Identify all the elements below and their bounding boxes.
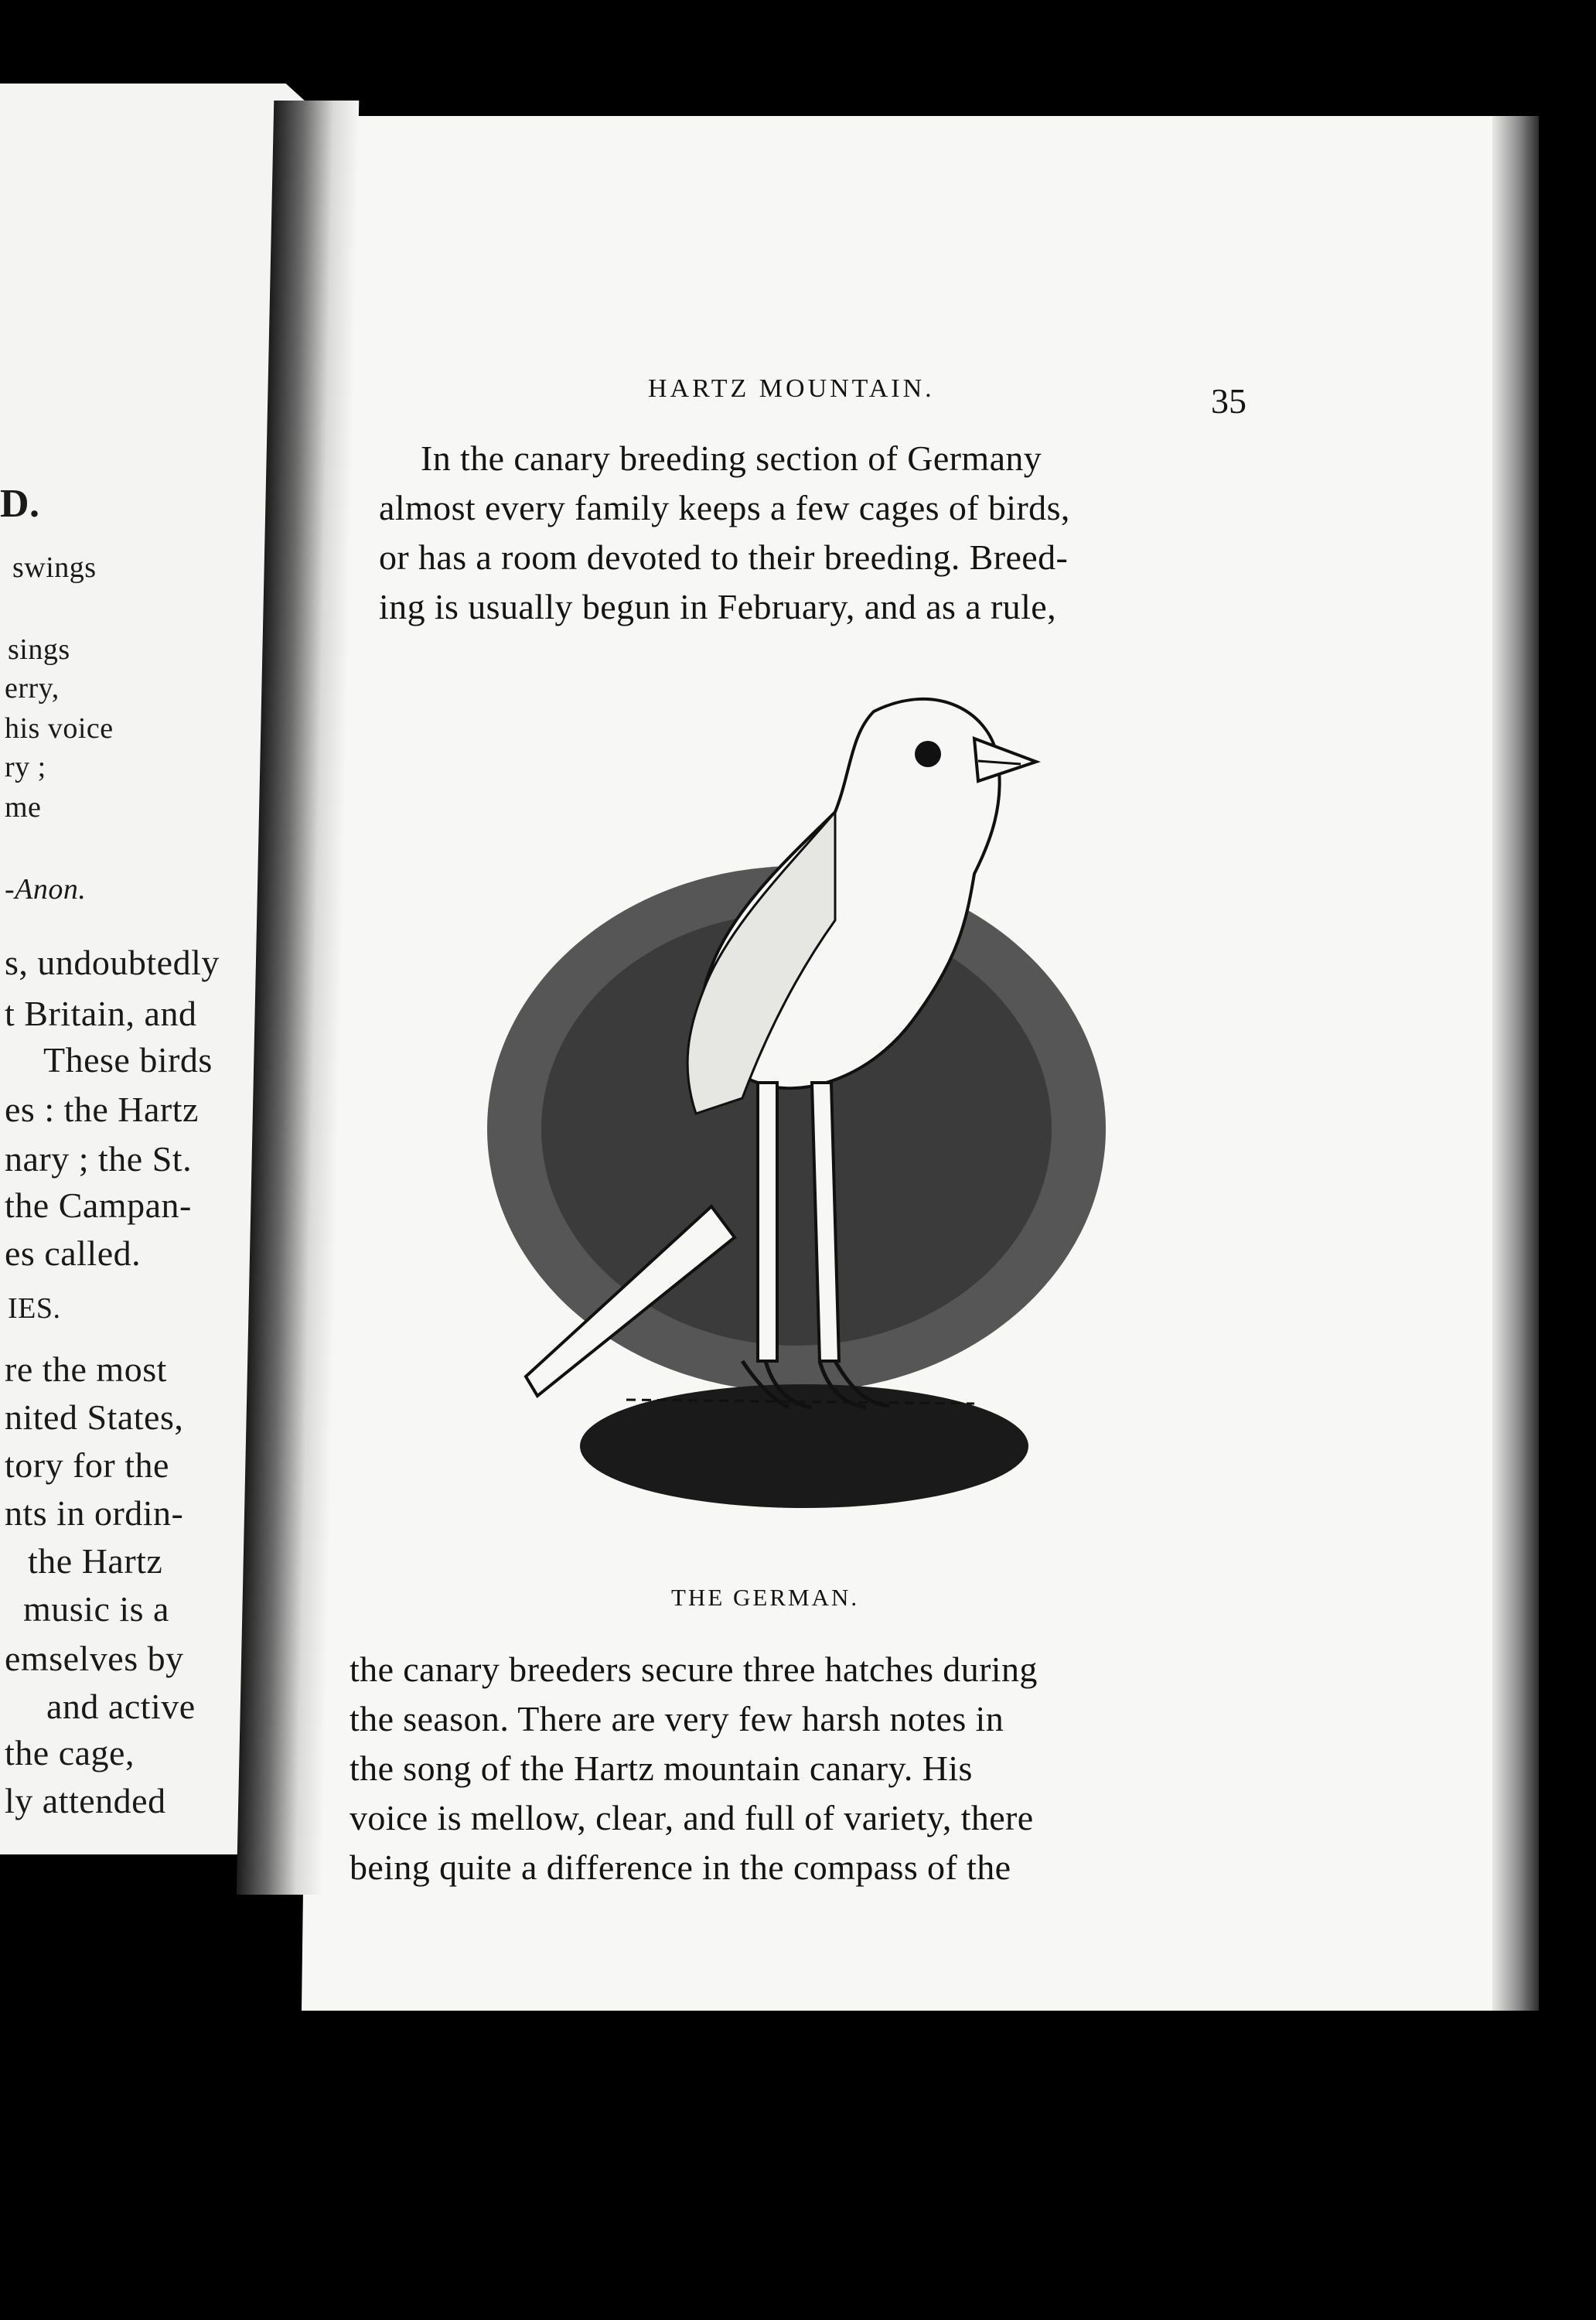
body-text-line: voice is mellow, clear, and full of variety, there	[350, 1798, 1034, 1837]
left-page-line: IES.	[8, 1292, 61, 1325]
page-edge-shadow	[1492, 116, 1539, 2011]
left-page-line: ly attended	[5, 1781, 166, 1820]
body-text-line: being quite a difference in the compass of the	[350, 1847, 1011, 1887]
left-page-line: music is a	[23, 1589, 169, 1629]
left-page-line: t Britain, and	[5, 994, 197, 1033]
left-page-line: es called.	[5, 1233, 142, 1273]
left-page-line: swings	[12, 551, 97, 584]
left-page-line: s, undoubtedly	[5, 943, 220, 982]
left-page-line: These birds	[43, 1040, 213, 1080]
body-text-line: ing is usually begun in February, and as a rule,	[379, 587, 1056, 626]
left-page-line: the Campan-	[5, 1186, 192, 1225]
left-page-line: sings	[8, 633, 70, 666]
body-text-line: the season. There are very few harsh notes in	[350, 1699, 1004, 1738]
left-page-line: tory for the	[5, 1445, 169, 1485]
left-page-line: nary ; the St.	[5, 1139, 193, 1179]
body-text-line: almost every family keeps a few cages of birds,	[379, 488, 1070, 527]
body-text-line: the song of the Hartz mountain canary. His	[350, 1749, 973, 1788]
left-page-line: ry ;	[5, 751, 46, 783]
body-text-line: or has a room devoted to their breeding. Breed-	[379, 537, 1069, 577]
left-page-line: -Anon.	[5, 873, 87, 906]
left-page-line: the cage,	[5, 1733, 135, 1772]
page-number: 35	[1211, 381, 1246, 421]
left-page-line: re the most	[5, 1349, 167, 1389]
figure-caption: THE GERMAN.	[671, 1584, 860, 1611]
left-page-line: the Hartz	[28, 1541, 163, 1581]
left-page-line: D.	[0, 482, 40, 526]
left-page-line: his voice	[5, 712, 114, 745]
body-text-line: the canary breeders secure three hatches during	[350, 1650, 1038, 1689]
left-page-line: nited States,	[5, 1397, 184, 1437]
left-page-line: me	[5, 791, 42, 824]
left-page-line: nts in ordin-	[5, 1493, 184, 1533]
left-page-line: and active	[46, 1687, 196, 1726]
left-page-line: es : the Hartz	[5, 1090, 199, 1129]
left-page-line: emselves by	[5, 1639, 184, 1678]
body-text-line: In the canary breeding section of Germany	[421, 438, 1042, 478]
canary-illustration	[433, 665, 1168, 1578]
running-head: HARTZ MOUNTAIN.	[648, 374, 935, 403]
left-page-line: erry,	[5, 672, 60, 705]
